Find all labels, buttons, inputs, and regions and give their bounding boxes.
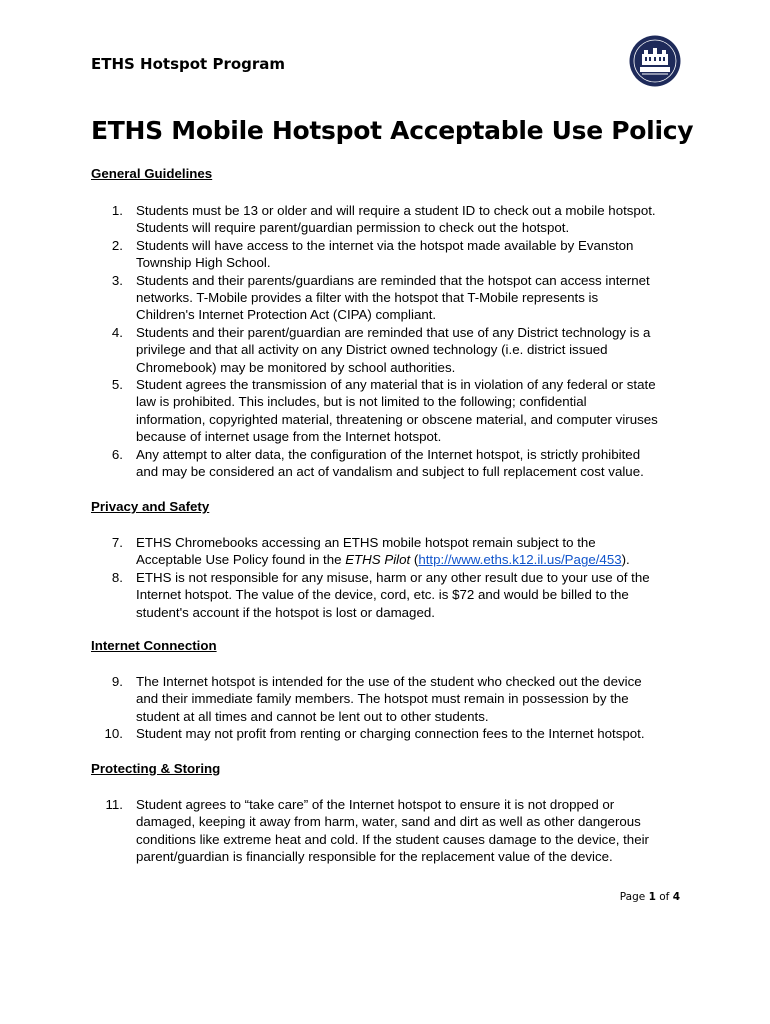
section-heading-internet-connection: Internet Connection: [91, 638, 217, 653]
list-item: [0, 534, 770, 569]
eths-pilot-text: ETHS Pilot: [345, 552, 411, 568]
item-number: 3.: [111, 272, 123, 288]
item-text-line: Internet hotspot. The value of the device, cord, etc. is $72 and would be billed to the: [136, 587, 629, 603]
item-number: 10.: [104, 726, 123, 742]
item-text-line: privilege and that all activity on any District owned technology (i.e. district issued: [136, 342, 608, 358]
item-text-line: conditions like extreme heat and cold. If the student causes damage to the device, their: [136, 831, 649, 847]
item-text-line: ETHS Chromebooks accessing an ETHS mobile hotspot remain subject to the: [136, 535, 596, 550]
document-title: ETHS Mobile Hotspot Acceptable Use Policy: [91, 116, 694, 145]
item-number: 4.: [111, 324, 123, 340]
internet-connection-list: [0, 673, 770, 743]
section-heading-privacy-and-safety: Privacy and Safety: [91, 499, 210, 514]
school-seal-logo: [629, 35, 681, 87]
list-item: [0, 673, 770, 725]
of-word: of: [659, 891, 670, 903]
list-item: [0, 237, 770, 272]
item-number: 8.: [111, 569, 123, 585]
item-text-line: The Internet hotspot is intended for the use of the student who checked out the device: [136, 674, 642, 689]
item-text-line: information, copyrighted material, threatening or obscene material, and computer viruses: [136, 411, 658, 427]
section-heading-general-guidelines: General Guidelines: [91, 166, 213, 181]
item-number: 1.: [111, 203, 123, 218]
item-number: 6.: [111, 446, 123, 462]
list-item: [0, 569, 770, 621]
list-item: [0, 446, 770, 481]
item-text-line: student's account if the hotspot is lost or damaged.: [136, 604, 435, 620]
item-text-segment: Acceptable Use Policy found in the: [136, 552, 346, 568]
page-total: 4: [672, 891, 680, 903]
program-title: ETHS Hotspot Program: [91, 55, 286, 73]
list-item: [0, 202, 770, 237]
item-text-line: networks. T-Mobile provides a filter with the hotspot that T-Mobile represents is: [136, 290, 599, 306]
general-guidelines-list: [0, 202, 770, 481]
page-current: 1: [648, 891, 656, 903]
item-number: 7.: [111, 535, 123, 550]
item-text-line: Student agrees the transmission of any material that is in violation of any federal or state: [136, 377, 656, 393]
list-item: [0, 796, 770, 866]
item-number: 11.: [105, 797, 123, 812]
item-text-line: Students must be 13 or older and will require a student ID to check out a mobile hotspot.: [136, 203, 656, 218]
list-item: [0, 272, 770, 324]
item-text-line: student at all times and cannot be lent out to other students.: [136, 708, 489, 724]
item-text-line: damaged, keeping it away from harm, water, sand and dirt as well as other dangerous: [136, 814, 641, 830]
item-text-line: and may be considered an act of vandalism and subject to full replacement cost value.: [136, 464, 644, 480]
item-text-line: law is prohibited. This includes, but is not limited to the following; confidential: [136, 394, 587, 410]
item-number: 5.: [111, 377, 123, 393]
item-number: 9.: [111, 674, 123, 689]
item-text-line: Student may not profit from renting or charging connection fees to the Internet hotspot.: [136, 726, 645, 742]
item-text-line: Any attempt to alter data, the configuration of the Internet hotspot, is strictly prohibited: [136, 446, 641, 462]
item-text-segment: ).: [621, 552, 630, 568]
eths-pilot-link[interactable]: http://www.eths.k12.il.us/Page/453: [418, 552, 622, 568]
item-text-line: Students will require parent/guardian permission to check out the hotspot.: [136, 220, 570, 236]
item-number: 2.: [111, 237, 123, 253]
item-text-line: Students will have access to the internet via the hotspot made available by Evanston: [136, 237, 634, 253]
item-text-segment: (: [410, 552, 419, 568]
page-number: [560, 891, 680, 903]
item-text-line: Students and their parent/guardian are reminded that use of any District technology is a: [136, 324, 651, 340]
list-item: [0, 324, 770, 376]
item-text-line: because of internet usage from the Internet hotspot.: [136, 429, 442, 445]
list-item: [0, 376, 770, 446]
page-word: Page: [619, 891, 646, 903]
protecting-storing-list: [0, 796, 770, 866]
item-text-line: Students and their parents/guardians are reminded that the hotspot can access internet: [136, 272, 650, 288]
item-text-line: Children's Internet Protection Act (CIPA) compliant.: [136, 307, 437, 323]
item-text-line: Student agrees to “take care” of the Internet hotspot to ensure it is not dropped or: [136, 797, 615, 812]
item-text-line: Chromebook) may be monitored by school authorities.: [136, 359, 456, 375]
section-heading-protecting-storing: Protecting & Storing: [91, 761, 221, 776]
list-item: [0, 725, 770, 742]
item-text-line: Township High School.: [136, 255, 271, 271]
item-text-line: parent/guardian is financially responsible for the replacement value of the device.: [136, 849, 613, 865]
privacy-safety-list: [0, 534, 770, 621]
item-text-line: ETHS is not responsible for any misuse, harm or any other result due to your use of the: [136, 569, 650, 585]
item-text-line: and their immediate family members. The hotspot must remain in possession by the: [136, 691, 629, 707]
